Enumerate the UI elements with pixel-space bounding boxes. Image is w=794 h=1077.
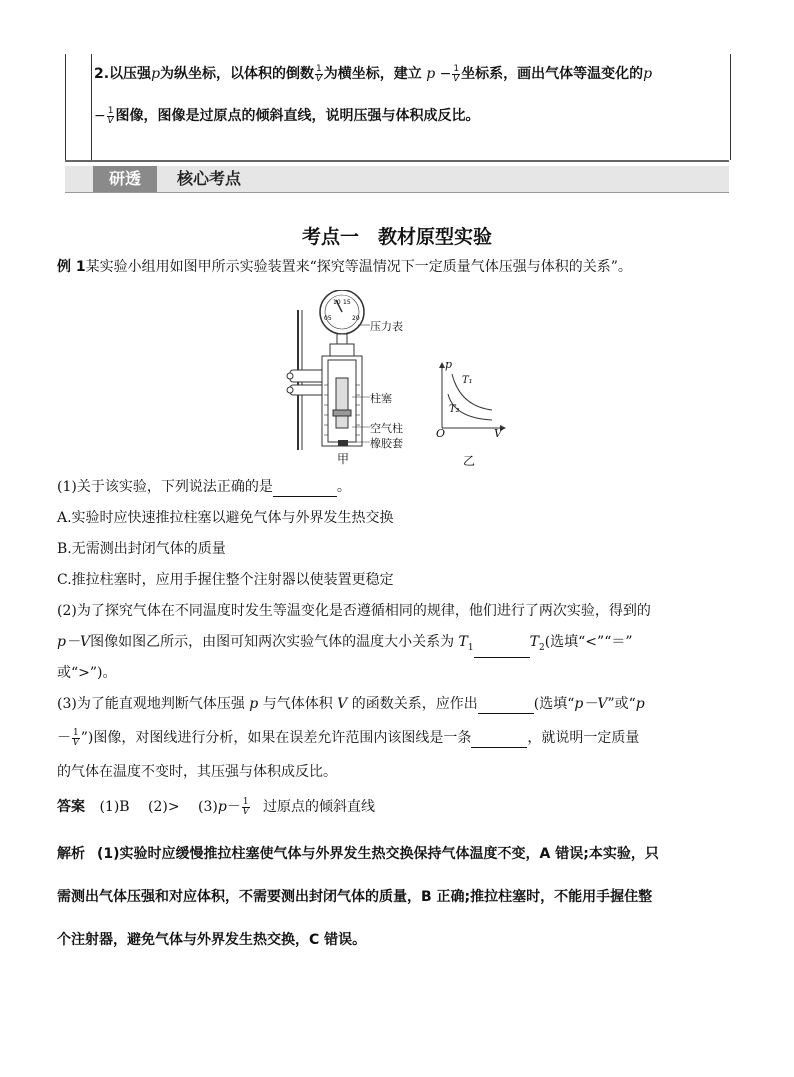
analysis-line-2: 需测出气体压强和对应体积，不需要测出封闭气体的质量，B 正确;推拉柱塞时，不能用手握住整 — [57, 889, 653, 905]
top-box-line-1: 2.以压强p为纵坐标，以体积的倒数 $\frac{1}{V}$ 为横坐标，建立 p − $\frac{1}{V}$ 坐标系，画出气体等温变化的p — [94, 63, 653, 84]
example-label: 例 1 — [57, 259, 86, 275]
gauge-num-05: 05 — [324, 315, 332, 322]
air-column-label: 空气柱 — [370, 422, 403, 435]
answer-label: 答案 — [57, 799, 85, 815]
gauge-num-20: 20 — [352, 315, 360, 322]
q3-line-3: 的气体在温度不变时，其压强与体积成反比。 — [57, 764, 337, 780]
gauge-num-10: 10 — [333, 299, 341, 306]
answer-line: 答案 (1)B (2)> (3)p－ $\frac{1}{V}$ 过原点的倾斜直线 — [57, 796, 376, 817]
q3-blank-1 — [478, 699, 534, 714]
q3-blank-2 — [471, 733, 527, 748]
q3-line-1: (3)为了能直观地判断气体压强 p 与气体体积 V 的函数关系，应作出 (选填“p－V”或“p — [57, 696, 645, 712]
q1-blank — [273, 482, 337, 497]
q1-option-a: A.实验时应快速推拉柱塞以避免气体与外界发生热交换 — [57, 510, 394, 526]
q1-stem: (1)关于该实验，下列说法正确的是 。 — [57, 479, 351, 495]
section-bar — [65, 160, 729, 195]
analysis-line-3: 个注射器，避免气体与外界发生热交换，C 错误。 — [57, 932, 367, 948]
graph-label-t1: T₁ — [462, 375, 473, 386]
section-bar-bg — [65, 166, 729, 193]
figure-caption-jia: 甲 — [337, 452, 350, 466]
topic-heading: 考点一 教材原型实验 — [301, 226, 492, 248]
graph-label-t2: T₂ — [449, 404, 460, 415]
graph-axis-p: p — [445, 358, 453, 371]
plunger-label: 柱塞 — [370, 392, 392, 405]
example-line: 例 1某实验小组用如图甲所示实验装置来“探究等温情况下一定质量气体压强与体积的关系”。 — [57, 259, 632, 275]
section-bar-tag: 研透 — [93, 166, 157, 192]
gauge-num-15: 15 — [343, 299, 351, 306]
section-bar-title: 核心考点 — [177, 169, 242, 188]
analysis-label: 解析 — [57, 846, 85, 862]
q2-blank — [474, 643, 530, 658]
q2-line-1: (2)为了探究气体在不同温度时发生等温变化是否遵循相同的规律，他们进行了两次实验，得到的 — [57, 603, 651, 619]
gauge-label: 压力表 — [370, 320, 403, 333]
q2-line-2: p－V图像如图乙所示，由图可知两次实验气体的温度大小关系为 $T_1$ $T_2$(选填“<”“＝” — [57, 632, 633, 658]
q2-line-3: 或“>”)。 — [57, 665, 117, 681]
q1-option-c: C.推拉柱塞时，应用手握住整个注射器以使装置更稳定 — [57, 572, 394, 588]
graph-origin: O — [436, 427, 446, 440]
top-box-line-2: − $\frac{1}{V}$ 图像，图像是过原点的倾斜直线，说明压强与体积成反比。 — [94, 105, 480, 126]
top-box-inner-rule — [91, 54, 92, 160]
analysis-line-1: 解析 (1)实验时应缓慢推拉柱塞使气体与外界发生热交换保持气体温度不变，A 错误;本实验，只 — [57, 846, 659, 862]
q1-option-b: B.无需测出封闭气体的质量 — [57, 541, 226, 557]
q3-line-2: － $\frac{1}{V}$ ”)图像，对图线进行分析，如果在误差允许范围内该图线是一条 ，就说明一定质量 — [57, 727, 640, 748]
figure-caption-yi: 乙 — [463, 454, 476, 468]
graph-axis-v: V — [494, 427, 502, 440]
rubber-cap-label: 橡胶套 — [370, 437, 403, 450]
